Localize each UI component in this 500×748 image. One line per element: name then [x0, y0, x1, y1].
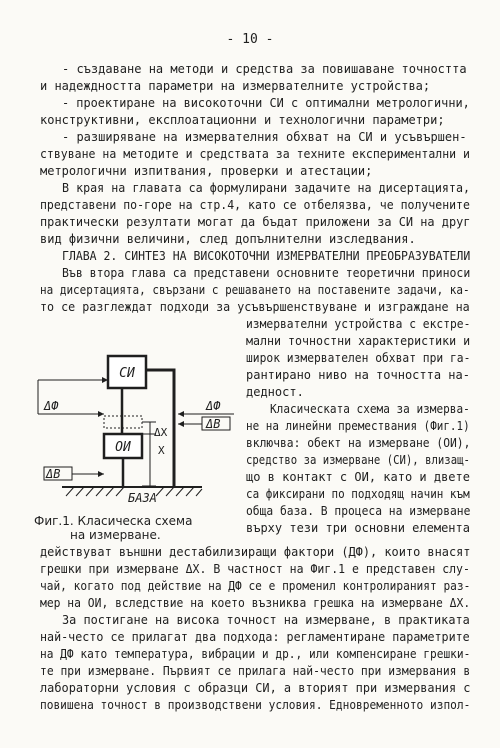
text-line: са фиксирани по подходящ начин към	[246, 487, 470, 501]
x-label: X	[158, 444, 165, 457]
text-line: - проектиране на високоточни СИ с оптимални метрологични,	[62, 96, 470, 110]
oi-label: ОИ	[115, 440, 131, 455]
text-line: на дисертацията, свързани с решаването на поставените задачи, ка-	[40, 283, 470, 297]
text-line: то се разглеждат подходи за усъвършенствуване и изграждане на	[40, 300, 470, 314]
text-line: рантирано ниво на точността на-	[246, 368, 470, 382]
text-line: - разширяване на измервателния обхват на СИ и усъвършен-	[62, 130, 467, 144]
text-line: метрологични изпитвания, проверки и атестации;	[40, 164, 373, 178]
text-line: обща база. В процеса на измерване	[246, 504, 471, 518]
text-line: най-често се прилагат два подхода: регламентиране параметрите	[40, 630, 470, 644]
text-line: лабораторни условия с образци СИ, а вторият при измервания с	[40, 681, 471, 695]
text-line: широк измервателен обхват при га-	[246, 351, 471, 365]
si-label: СИ	[119, 366, 135, 381]
text-line: В края на главата са формулирани задачите на дисертацията,	[62, 181, 471, 195]
page-number: - 10 -	[226, 32, 274, 47]
text-line: Във втора глава са представени основните теоретични приноси	[62, 266, 471, 280]
chapter-heading: ГЛАВА 2. СИНТЕЗ НА ВИСОКОТОЧНИ ИЗМЕРВАТЕЛНИ ПРЕОБРАЗУВАТЕЛИ	[62, 249, 471, 263]
text-line: включва: обект на измерване (ОИ),	[246, 436, 471, 450]
text-line: вид физични величини, след допълнителни изследвания.	[40, 232, 416, 246]
df-left-bottom-label: ΔВ	[46, 467, 61, 481]
figure-measurement-scheme	[34, 330, 239, 512]
text-line: грешки при измерване ΔX. В частност на Фиг.1 е представен слу-	[40, 562, 470, 576]
text-line: на ДФ като температура, вибрации и др., или компенсиране грешки-	[40, 647, 471, 661]
figure-caption-line2: на измерване.	[70, 528, 161, 542]
text-line: За постигане на висока точност на измерване, в практиката	[62, 613, 470, 627]
dx-label: ΔX	[154, 426, 168, 439]
text-line: средство за измерване (СИ), влизащ-	[246, 453, 470, 467]
base-label: БАЗА	[128, 491, 157, 505]
text-line: чай, когато под действие на ДФ се е променил контролираният раз-	[40, 579, 471, 593]
text-line: конструктивни, експлоатационни и технологични параметри;	[40, 113, 445, 127]
figure-caption-line1: Фиг.1. Класическа схема	[34, 514, 193, 528]
text-line: мални точностни характеристики и	[246, 334, 471, 348]
text-line: те при измерване. Първият се прилага най-често при измервания в	[40, 664, 471, 678]
text-line: не на линейни премествания (Фиг.1)	[246, 419, 470, 433]
text-line: Класическата схема за измерва-	[270, 402, 470, 416]
text-line: действуват външни дестабилизиращи фактори (ДФ), които внасят	[40, 545, 471, 559]
text-line: мер на ОИ, вследствие на което възниква грешка на измерване ΔX.	[40, 596, 471, 610]
text-line: - създаване на методи и средства за повишаване точността	[62, 62, 467, 76]
text-line: върху тези три основни елемента	[246, 521, 470, 535]
df-right-top-label: ΔФ	[206, 399, 221, 413]
df-left-top-label: ΔФ	[44, 399, 59, 413]
text-line: измервателни устройства с екстре-	[246, 317, 471, 331]
text-line: и надеждността параметри на измервателните устройства;	[40, 79, 431, 93]
text-line: дедност.	[246, 385, 304, 399]
text-line: що в контакт с ОИ, като и двете	[246, 470, 470, 484]
text-line: практически резултати могат да бъдат приложени за СИ на друг	[40, 215, 471, 229]
text-line: представени по-горе на стр.4, като се отбелязва, че получените	[40, 198, 470, 212]
df-right-bottom-label: ΔВ	[206, 417, 221, 431]
text-line: повишена точност в производствени условия. Едновременното изпол-	[40, 698, 471, 712]
text-line: ствуване на методите и средствата за техните експериментални и	[40, 147, 470, 161]
